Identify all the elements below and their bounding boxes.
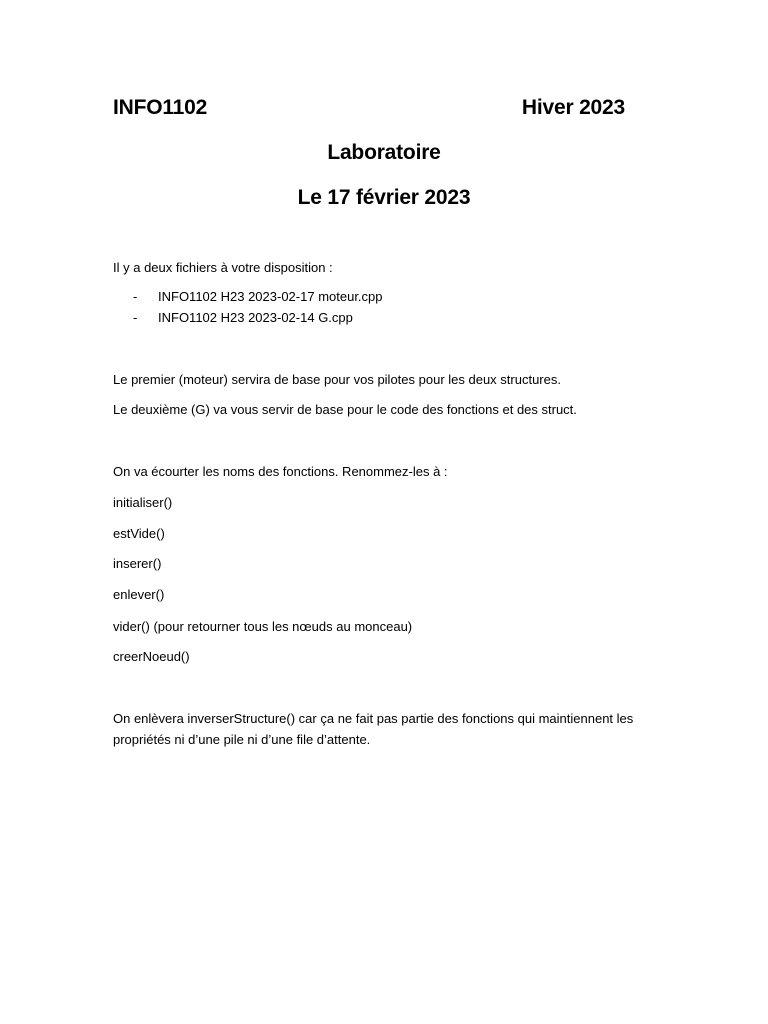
course-code: INFO1102 xyxy=(113,96,208,119)
function-name: inserer() xyxy=(113,556,162,571)
function-name: vider() (pour retourner tous les nœuds au monceau) xyxy=(113,619,413,634)
bullet-dash: - xyxy=(133,310,138,325)
document-date: Le 17 février 2023 xyxy=(297,186,471,209)
document-title: Laboratoire xyxy=(327,141,441,164)
header-row xyxy=(113,96,625,126)
file-name: INFO1102 H23 2023-02-17 moteur.cpp xyxy=(158,289,383,304)
file-list-item xyxy=(133,308,353,328)
function-name: enlever() xyxy=(113,587,165,602)
function-name: estVide() xyxy=(113,526,165,541)
paragraph-moteur: Le premier (moteur) servira de base pour vos pilotes pour les deux structures. xyxy=(113,372,561,387)
paragraph-g: Le deuxième (G) va vous servir de base pour le code des fonctions et des struct. xyxy=(113,402,577,417)
bullet-dash: - xyxy=(133,289,138,304)
closing-paragraph: On enlèvera inverserStructure() car ça ne fait pas partie des fonctions qui maintiennent les propriétés ni d’une pile ni d’une file d’attente. xyxy=(113,711,634,747)
file-name: INFO1102 H23 2023-02-14 G.cpp xyxy=(158,310,353,325)
function-name: initialiser() xyxy=(113,495,173,510)
paragraph-rename: On va écourter les noms des fonctions. Renommez-les à : xyxy=(113,464,448,479)
file-list-item xyxy=(133,287,383,307)
term-label: Hiver 2023 xyxy=(521,96,625,119)
function-name: creerNoeud() xyxy=(113,649,190,664)
intro-text: Il y a deux fichiers à votre disposition : xyxy=(113,260,333,275)
